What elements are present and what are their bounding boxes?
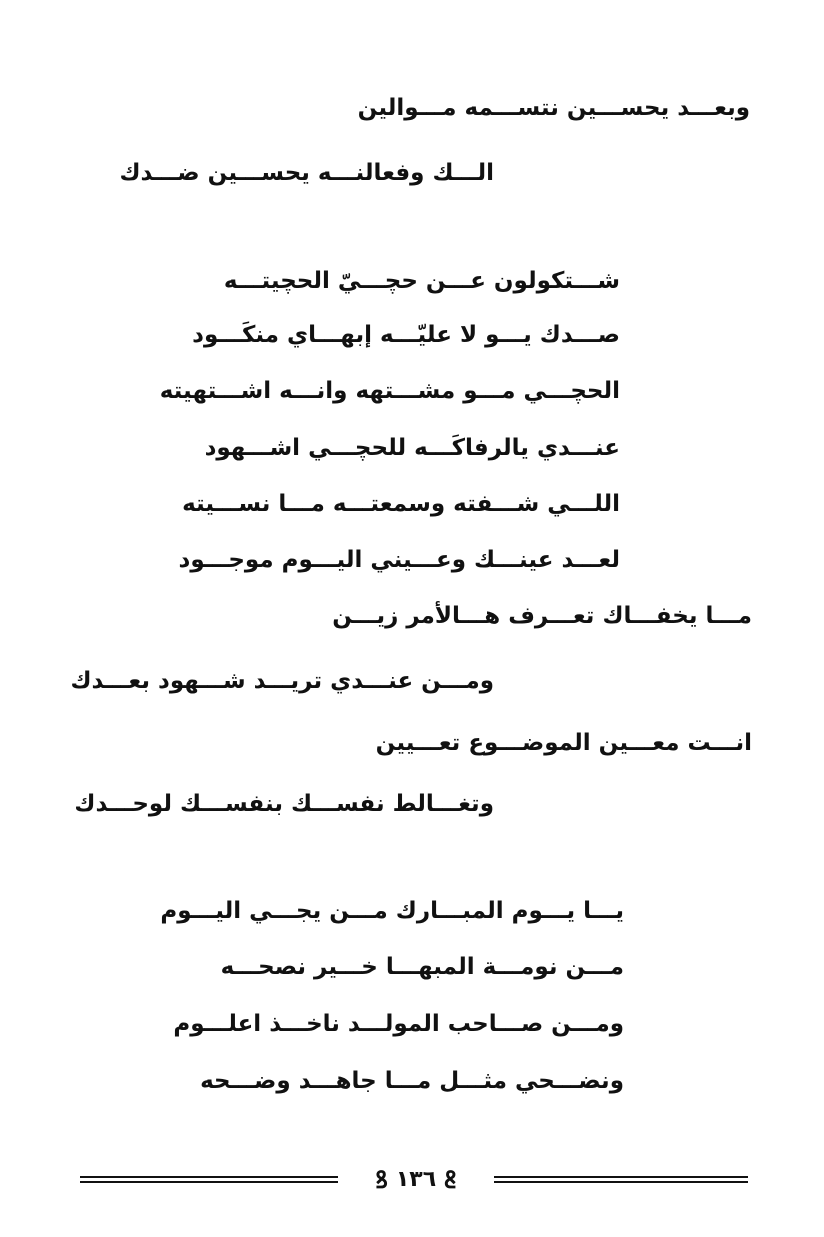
verse-line-1: وبعـــد يحســـين نتســـمه مـــوالين (357, 95, 750, 121)
footer-rule-right (494, 1176, 748, 1183)
page-number-block (345, 1163, 487, 1195)
verse-line-7: اللـــي شـــفته وسمعتـــه مـــا نســـيته (182, 491, 620, 517)
verse-line-4: صـــدك يـــو لا عليّـــه إبهـــاي منكَـــود (192, 322, 620, 348)
ornament-left-icon: ꝸ (375, 1164, 388, 1194)
verse-line-12: وتغـــالط نفســـك بنفســـك لوحـــدك (74, 791, 494, 817)
page-number: ١٣٦ (395, 1166, 437, 1192)
verse-line-3: شـــتكولون عـــن حچـــيّ الحچيتـــه (223, 268, 620, 294)
verse-line-6: عنـــدي يالرفاكَـــه للحچـــي اشـــهود (204, 435, 620, 461)
verse-line-16: ونضـــحي مثـــل مـــا جاهـــد وضـــحه (200, 1068, 624, 1094)
verse-line-10: ومـــن عنـــدي تريـــد شـــهود بعـــدك (70, 668, 494, 694)
verse-line-2: الـــك وفعالنـــه يحســـين ضـــدك (119, 160, 494, 186)
verse-line-14: مـــن نومـــة المبهـــا خـــير نصحـــه (220, 954, 624, 980)
footer-rule-left (80, 1176, 338, 1183)
verse-line-15: ومـــن صـــاحب المولـــد ناخـــذ اعلـــوم (173, 1011, 624, 1037)
verse-line-13: يـــا يـــوم المبـــارك مـــن يجـــي اليـــوم (160, 898, 624, 924)
verse-line-8: لعـــد عينـــك وعـــيني اليـــوم موجـــود (178, 547, 620, 573)
verse-line-11: انـــت معـــين الموضـــوع تعـــيين (375, 730, 752, 756)
verse-line-9: مـــا يخفـــاك تعـــرف هـــالأمر زيـــن (332, 603, 752, 629)
ornament-right-icon: ꝸ (444, 1164, 457, 1194)
verse-line-5: الحچـــي مـــو مشـــتهه وانـــه اشـــتهيته (159, 378, 620, 404)
